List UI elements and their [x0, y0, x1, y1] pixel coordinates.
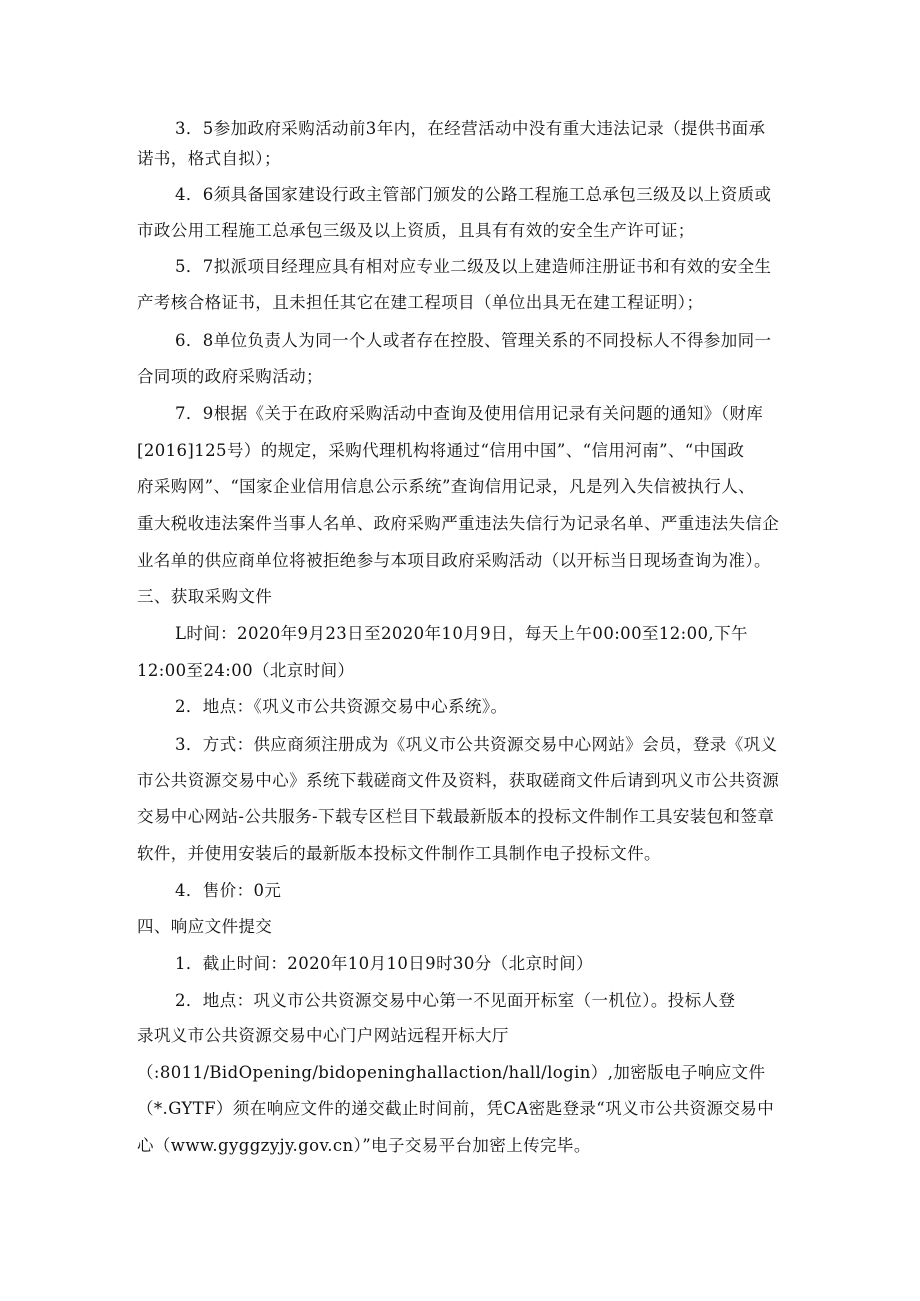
text-line: 交易中心网站-公共服务-下载专区栏目下载最新版本的投标文件制作工具安装包和签章	[137, 807, 775, 826]
text-line: 2．地点：巩义市公共资源交易中心第一不见面开标室（一机位）。投标人登	[175, 991, 736, 1010]
section-heading: 三、获取采购文件	[137, 587, 273, 606]
text-line: 诺书，格式自拟）；	[137, 149, 281, 168]
text-line: 6．8单位负责人为同一个人或者存在控股、管理关系的不同投标人不得参加同一	[175, 331, 772, 350]
text-line: 录巩义市公共资源交易中心门户网站远程开标大厅	[137, 1026, 509, 1045]
text-line: 产考核合格证书，且未担任其它在建工程项目（单位出具无在建工程证明）；	[137, 293, 704, 312]
text-line: 重大税收违法案件当事人名单、政府采购严重违法失信行为记录名单、严重违法失信企	[137, 514, 780, 533]
text-line: 市公共资源交易中心》系统下载磋商文件及资料，获取磋商文件后请到巩义市公共资源	[137, 771, 780, 790]
text-line: 4．售价：0元	[175, 881, 282, 900]
text-line: 12:00至24:00（北京时间）	[137, 661, 355, 680]
text-line: 心（www.gyggzyjy.gov.cn）”电子交易平台加密上传完毕。	[137, 1136, 591, 1155]
text-line: 软件，并使用安装后的最新版本投标文件制作工具制作电子投标文件。	[137, 844, 661, 863]
text-line: 2．地点：《巩义市公共资源交易中心系统》。	[175, 697, 508, 716]
text-line: 合同项的政府采购活动；	[137, 367, 323, 386]
text-line: 市政公用工程施工总承包三级及以上资质，且具有有效的安全生产许可证；	[137, 221, 695, 240]
text-line: 5．7拟派项目经理应具有相对应专业二级及以上建造师注册证书和有效的安全生	[175, 257, 772, 276]
text-line: 1．截止时间：2020年10月10日9时30分（北京时间）	[175, 954, 594, 973]
text-line: （*.GYTF）须在响应文件的递交截止时间前，凭CA密匙登录“巩义市公共资源交易中	[137, 1099, 775, 1118]
text-line: 7．9根据《关于在政府采购活动中查询及使用信用记录有关问题的通知》（财库	[175, 404, 764, 423]
text-line: 业名单的供应商单位将被拒绝参与本项目政府采购活动（以开标当日现场查询为准）。	[137, 551, 771, 570]
text-line: 3．方式：供应商须注册成为《巩义市公共资源交易中心网站》会员，登录《巩义	[175, 735, 778, 754]
text-line: 府采购网”、“国家企业信用信息公示系统”查询信用记录，凡是列入失信被执行人、	[137, 477, 756, 496]
text-line: L时间：2020年9月23日至2020年10月9日，每天上午00:00至12:00,下午	[175, 624, 748, 643]
text-line: （:8011/BidOpening/bidopeninghallaction/hall/login）,加密版电子响应文件	[137, 1063, 766, 1082]
section-heading: 四、响应文件提交	[137, 917, 273, 936]
text-line: 4．6须具备国家建设行政主管部门颁发的公路工程施工总承包三级及以上资质或	[175, 185, 772, 204]
text-line: [2016]125号）的规定，采购代理机构将通过“信用中国”、“信用河南”、“中国政	[137, 441, 745, 460]
text-line: 3．5参加政府采购活动前3年内，在经营活动中没有重大违法记录（提供书面承	[175, 119, 766, 138]
